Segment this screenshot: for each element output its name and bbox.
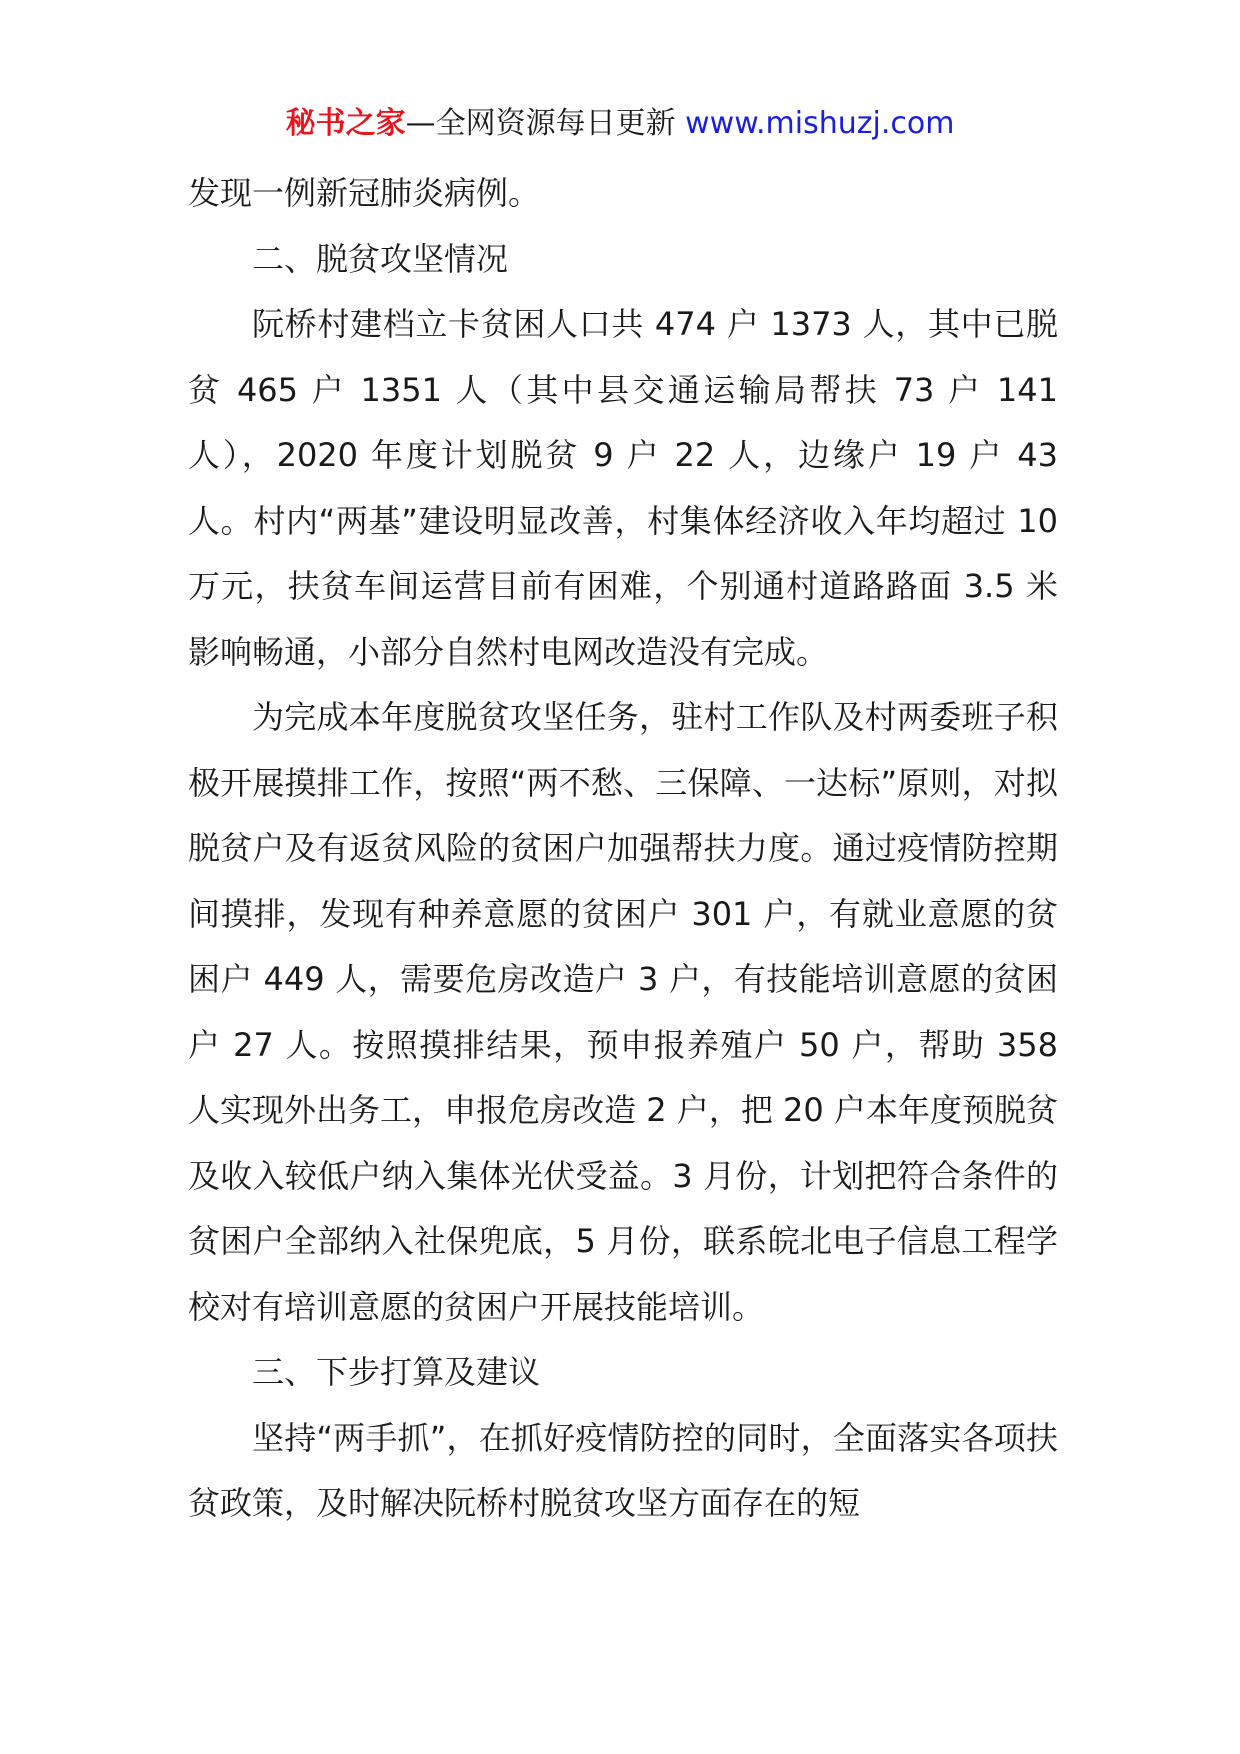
site-url-link[interactable]: www.mishuzj.com — [685, 106, 955, 141]
paragraph-continuation: 发现一例新冠肺炎病例。 — [188, 174, 541, 212]
paragraph-tasks: 为完成本年度脱贫攻坚任务，驻村工作队及村两委班子积极开展摸排工作，按照“两不愁、三保障、一达标”原则，对拟脱贫户及有返贫风险的贫困户加强帮扶力度。通过疫情防控期间摸排，发现有种养意愿的贫困户 301 户，有就业意愿的贫困户 449 人，需要危房改造户 3 户，有技能培训意愿的贫困户 27 人。按照摸排结果，预申报养殖户 50 户，帮助 358 人实现外出务工，申报危房改造 2 户，把 20 户本年度预脱贫及收入较低户纳入集体光伏受益。3 月份，计划把符合条件的贫困户全部纳入社保兜底，5 月份，联系皖北电子信息工程学校对有培训意愿的贫困户开展技能培训。 — [188, 698, 1058, 1326]
paragraph-next-steps: 坚持“两手抓”，在抓好疫情防控的同时，全面落实各项扶贫政策，及时解决阮桥村脱贫攻坚方面存在的短 — [188, 1418, 1058, 1522]
site-header — [0, 104, 1240, 144]
brand-name: 秘书之家 — [285, 106, 406, 141]
header-tagline: —全网资源每日更新 — [405, 106, 686, 141]
document-body — [188, 161, 1058, 1537]
paragraph-poverty-stats: 阮桥村建档立卡贫困人口共 474 户 1373 人，其中已脱贫 465 户 1351 人（其中县交通运输局帮扶 73 户 141 人），2020 年度计划脱贫 9 户 22 人，边缘户 19 户 43 人。村内“两基”建设明显改善，村集体经济收入年均超过 10 万元，扶贫车间运营目前有困难，个别通村道路路面 3.5 米影响畅通，小部分自然村电网改造没有完成。 — [188, 305, 1058, 671]
section-heading-poverty-alleviation: 二、脱贫攻坚情况 — [252, 239, 509, 278]
section-heading-next-steps: 三、下步打算及建议 — [252, 1353, 541, 1391]
